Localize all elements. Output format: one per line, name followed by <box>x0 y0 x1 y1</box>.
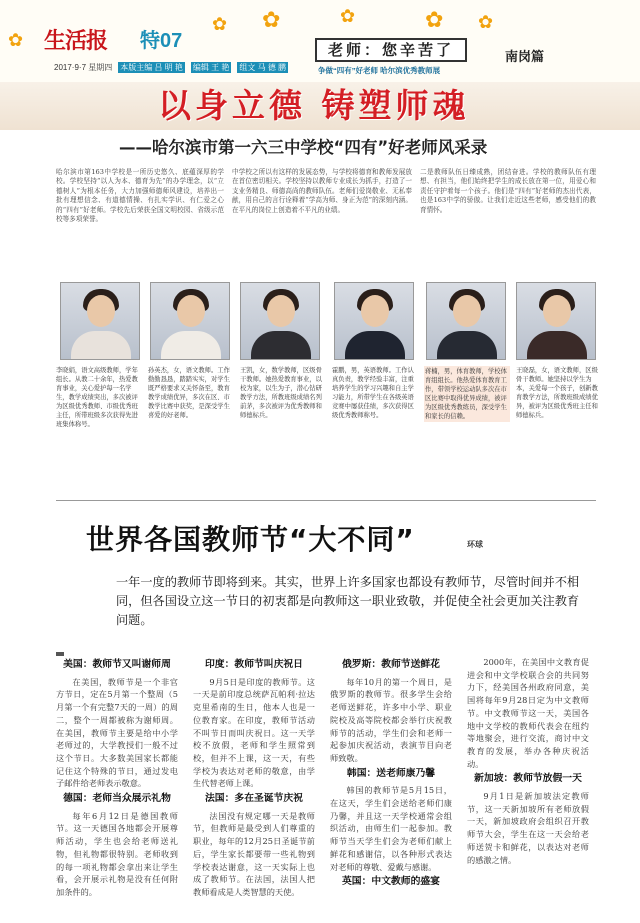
teacher-photo <box>516 282 596 360</box>
teacher-photo <box>334 282 414 360</box>
topic-subtitle: 争做“四有”好老师 哈尔滨优秀教师展 <box>318 66 441 75</box>
intro-paragraph: 二是教师队伍日臻成熟，团结奋进。学校的教师队伍有理想、有担当，他们始终把学生的成长放在第一位，用爱心和责任守护着每一个孩子。他们是“四有”好老师的杰出代表，也是163中学的骄傲。让我们走近这些老师，感受他们的教育情怀。 <box>420 168 596 214</box>
teacher-photo <box>240 282 320 360</box>
article-body: 每年6月12日是德国教师节。这一天德国各地都会开展尊师活动，学生也会给老师送礼物，但礼物都很特别。老师收到的每一项礼物都会拿出来让学生看，会开展示礼物是没有任何附加条件的。 <box>56 810 178 897</box>
feature-banner <box>0 82 640 130</box>
sunflower-icon: ✿ <box>212 14 228 35</box>
proof-credit: 编辑 王 艳 <box>192 63 230 72</box>
newspaper-logo: 生活报 <box>44 28 108 54</box>
article-body: 在美国，教师节是一个非官方节日，定在5月第一个整周（5月第一个有完整7天的一周）的周二，整个一周都被称为谢师周。在美国，教师节主要是给中小学老师过的，大学教授们一般不过这个节日。大多数美国家长都能记住这个特殊的节日，通过发电子邮件给老师表示敬意。 <box>56 676 178 789</box>
sunflower-icon: ✿ <box>478 12 494 33</box>
teacher-caption: 王凯，女，数学教师，区级骨干教师。她热爱教育事业，以校为家，以生为子，潜心钻研教学方法，所教班级成绩名列前茅，多次被评为优秀教师和师德标兵。 <box>240 367 322 419</box>
feature-tag: 环球 <box>467 540 483 549</box>
article-title: 德国：老师当众展示礼物 <box>63 793 171 805</box>
intro-paragraph: 中学校之所以有这样的发展态势，与学校将德育和教师发展放在首位密切相关。学校坚持以教师专业成长为抓手，打造了一支业务精良、师德高尚的教师队伍。老师们爱岗敬业、无私奉献，用自己的言行诠释着“学高为师、身正为范”的深刻内涵。在平凡的岗位上创造着不平凡的业绩。 <box>232 168 412 214</box>
issue-date: 2017·9·7 星期四 <box>54 63 113 72</box>
teacher-caption: 蒋楠，男，体育教师，学校体育组组长。他热爱体育教育工作，带领学校运动队多次在市区比赛中取得优异成绩，被评为区级优秀教练员，深受学生和家长的信赖。 <box>424 366 510 422</box>
layout-credit: 组文 马 德 鹏 <box>239 63 287 72</box>
teacher-photo <box>60 282 140 360</box>
article-title: 法国：多在圣诞节庆祝 <box>205 793 303 805</box>
teacher-photo <box>150 282 230 360</box>
article-body: 2000年，在美国中文教育促进会和中文学校联合会的共同努力下，经美国各州政府同意，美国将每年9月28日定为中文教师节。中文教师节这一天，美国各地中文学校的教师代表会在纽约等地聚会，进行交流，商讨中文教育的发展，举办各种庆祝活动。 <box>467 657 589 769</box>
topic-title: 老师：您辛苦了 <box>315 38 467 62</box>
banner-title: 以身立德 铸塑师魂 <box>158 86 470 125</box>
article-title: 英国：中文教师的盛宴 <box>342 876 440 888</box>
article-title: 韩国：送老师康乃馨 <box>346 767 436 779</box>
article-body: 每年10月的第一个周日，是俄罗斯的教师节。很多学生会给老师送鲜花，许多中小学、职业院校及高等院校都会举行庆祝教师节的活动，学生们会和老师一起参加庆祝活动，表演节目向老师致敬。 <box>330 676 452 763</box>
article-column <box>56 656 178 899</box>
article-column <box>467 656 589 866</box>
teacher-caption: 孙英杰，女，语文教师。工作勤勤恳恳，踏踏实实，对学生既严格要求又关怀备至，教育教学成绩优异，多次在区、市教学比赛中获奖，是深受学生喜爱的好老师。 <box>148 367 230 419</box>
article-body: 法国没有规定哪一天是教师节，但教师是最受到人们尊重的职业，每年的12月25日圣诞节前后，学生家长都要带一些礼物到学校表达谢意，这一天实际上也成了教师节。在法国，法国人把教师看成是人类智慧的天使。 <box>193 810 315 897</box>
article-body: 韩国的教师节是5月15日，在这天，学生们会送给老师们康乃馨，并且这一天学校通常会组织活动，由师生们一起参加。教师节当天学生们会为老师们献上鲜花和感谢信，以各种形式表达对老师的尊敬、爱戴与感谢。 <box>330 785 452 872</box>
section-name: 南岗篇 <box>505 50 545 65</box>
article-body: 9月5日是印度的教师节。这一天是前印度总统萨瓦帕利·拉达克里希南的生日，他本人也是一位教育家。在印度，教师节活动不叫节日而叫庆祝日。这一天学校不放假，老师和学生照常到校，但并不上课，这一天，有些学校为表达对老师的敬意，由学生代替老师上课。 <box>193 676 315 789</box>
article-title: 印度：教师节叫庆祝日 <box>205 659 303 670</box>
sunflower-icon: ✿ <box>262 8 281 33</box>
intro-paragraph: 哈尔滨市第163中学校是一所历史悠久、底蕴深厚的学校。学校坚持“以人为本、德育为先”的办学理念，以“立德树人”为根本任务，大力加强师德师风建设，培养出一批有理想信念、有道德情操、有扎实学识、有仁爱之心的“四有”好老师。学校先后荣获全国文明校园、省级示范校等多项荣誉。 <box>56 168 224 224</box>
sunflower-icon: ✿ <box>425 8 444 33</box>
dateline <box>54 62 288 73</box>
page-number: 特07 <box>140 30 183 52</box>
article-column <box>193 656 315 899</box>
sunflower-icon: ✿ <box>8 30 24 51</box>
divider <box>56 500 596 501</box>
article-title: 新加坡：教师节放假一天 <box>474 773 582 785</box>
teacher-caption: 霍鹏，男，英语教师。工作认真负责，教学经验丰富，注重培养学生的学习兴趣和自主学习能力，所带学生在各级英语竞赛中屡获佳绩，多次获得区级优秀教师称号。 <box>332 367 414 419</box>
editor-credit: 本版主编 吕 明 艳 <box>120 63 183 72</box>
teacher-caption: 李晓娟，语文高级教师，学年组长。从教二十余年，热爱教育事业，关心爱护每一名学生，教学成绩突出，多次被评为区级优秀教师、市级优秀班主任，所带班级多次获得先进班集体称号。 <box>56 367 138 428</box>
article-body: 9月1日是新加坡法定教师节，这一天新加坡所有老师放假一天，新加坡政府会组织召开教师节大会，学生在这一天会给老师送贺卡和鲜花，以表达对老师的感激之情。 <box>467 791 589 865</box>
article-column <box>330 656 452 893</box>
article-title: 俄罗斯：教师节送鲜花 <box>342 659 440 670</box>
feature-lead: 一年一度的教师节即将到来。其实，世界上许多国家也都设有教师节，尽管时间并不相同，但各国设立这一节日的初衷都是向教师这一职业致敬，并促使全社会更加关注教育问题。 <box>116 575 580 628</box>
sunflower-icon: ✿ <box>340 6 356 27</box>
feature-title: 世界各国教师节“大不同” <box>86 523 415 556</box>
article-title: 美国：教师节又叫谢师周 <box>63 659 171 670</box>
teacher-photo <box>426 282 506 360</box>
banner-subtitle: ——哈尔滨市第一六三中学校“四有”好老师风采录 <box>119 138 488 157</box>
masthead <box>0 0 640 82</box>
teacher-caption: 王晓磊，女，语文教师，区级骨干教师。她坚持以学生为本，关爱每一个孩子，创新教育教学方法，所教班级成绩优异，被评为区级优秀班主任和师德标兵。 <box>516 367 598 419</box>
